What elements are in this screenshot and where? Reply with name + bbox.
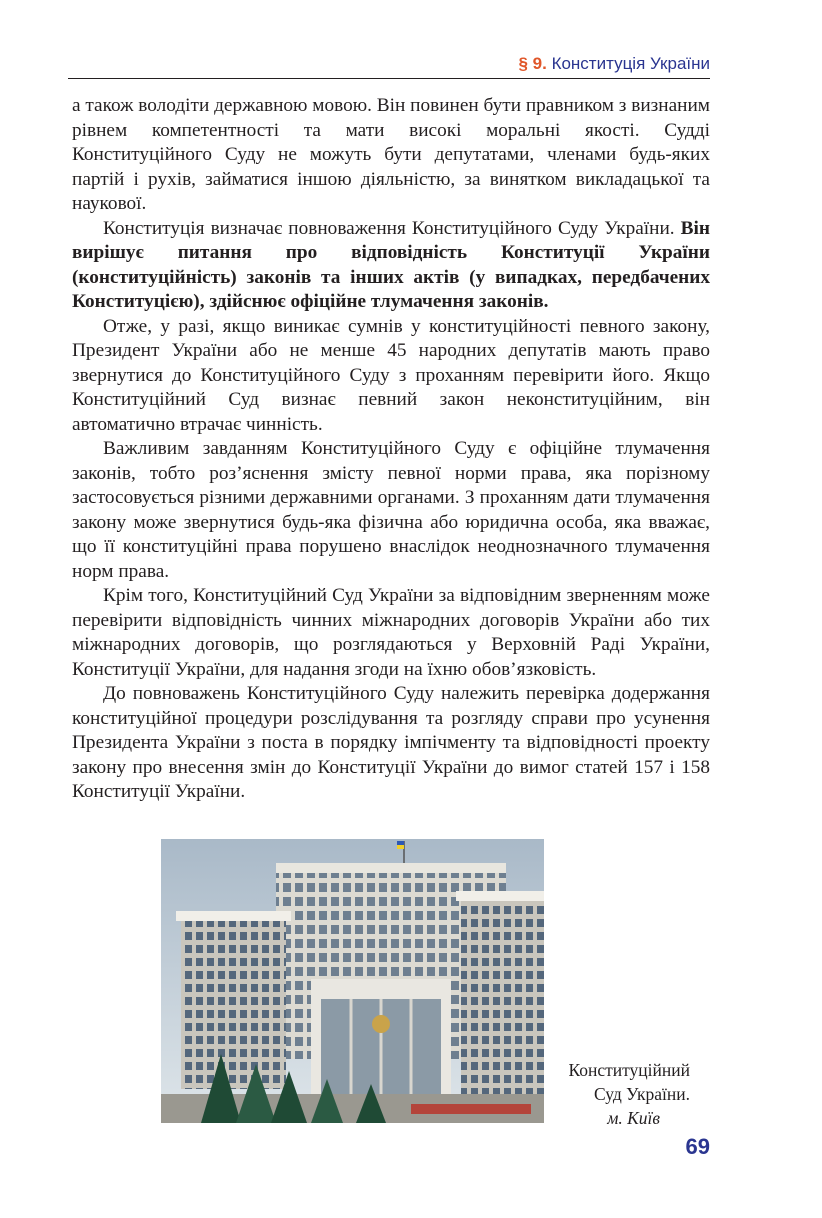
paragraph-3: Отже, у разі, якщо виникає сумнів у конституційності певного закону, Президент України або не менше 45 народних депутатів мають право звернутися до Конституційного Суду з проханням перевірити його. Якщо Конституційний Суд визнає певний закон неконституційним, він автоматично втрачає чинність. bbox=[72, 315, 710, 435]
caption-line-1: Конституційний bbox=[568, 1060, 690, 1080]
paragraph-6: До повноважень Конституційного Суду належить перевірка додержання конституційної процедури розслідування та розгляду справи про усунення Президента України з поста в порядку імпічменту та відповідності проекту закону про внесення змін до Конституції України до вимог статей 157 і 158 Конституції України. bbox=[72, 683, 710, 802]
caption-line-2: Суд України. bbox=[593, 1084, 690, 1104]
paragraph-4: Важливим завданням Конституційного Суду є офіційне тлумачення законів, тобто роз’яснення змісту певної норми права, яка порізному застосовується різними державними органами. З проханням дати тлумачення закону може звернутися будь-яка фізична або юридична особа, яка вважає, що її конституційні права порушено внаслідок неоднозначного тлумачення норм права. bbox=[72, 438, 710, 582]
paragraph-2-plain: Конституція визначає повноваження Конституційного Суду України. bbox=[103, 217, 681, 239]
paragraph-1: а також володіти державною мовою. Він повинен бути правником з визнаним рівнем компетентності та мати високі моральні якості. Судді Конституційного Суду не можуть бути депутатами, членами будь-яких партій і рухів, займатися іншою діяльністю, за винятком викладацької та наукової. bbox=[72, 95, 710, 214]
caption-line-3: м. Київ bbox=[607, 1108, 660, 1128]
section-title: Конституція України bbox=[551, 54, 710, 73]
header-rule bbox=[68, 78, 710, 79]
photo-caption bbox=[550, 1058, 710, 1130]
building-photo bbox=[161, 839, 544, 1123]
paragraph-2-bold: Він вирішує питання про відповідність Конституції України (конституційність) законів та інших актів (у випадках, передбачених Конституцією), здійснює офіційне тлумачення законів. bbox=[72, 217, 710, 312]
main-text bbox=[72, 94, 710, 805]
page-number: 69 bbox=[685, 1134, 710, 1159]
paragraph-5: Крім того, Конституційний Суд України за відповідним зверненням може перевірити відповідність чинних міжнародних договорів України або тих міжнародних договорів, що розглядаються у Верховній Раді України, Конституції України, для надання згоди на їхню обов’язковість. bbox=[72, 585, 710, 680]
running-header bbox=[68, 52, 710, 76]
paragraph-2 bbox=[72, 217, 710, 315]
section-number: § 9. bbox=[518, 54, 547, 73]
